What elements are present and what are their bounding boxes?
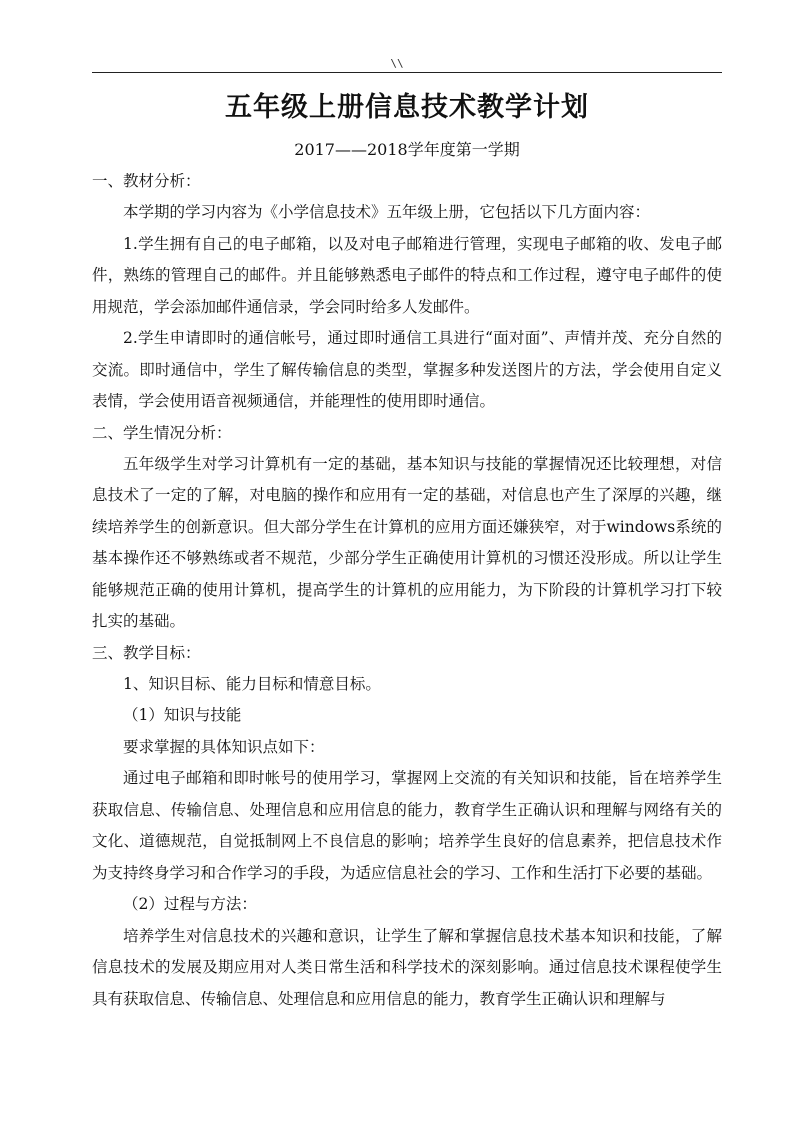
section-heading-students: 二、学生情况分析： (92, 423, 232, 442)
paragraph: 要求掌握的具体知识点如下： (123, 737, 325, 756)
section-heading-goals: 三、教学目标： (92, 643, 201, 662)
header-rule (92, 72, 722, 73)
paragraph: 通过电子邮箱和即时帐号的使用学习，掌握网上交流的有关知识和技能，旨在培养学生获取信息、传输信息、处理信息和应用信息的能力，教育学生正确认识和理解与网络有关的文化、道德规范，自觉抵制网上不良信息的影响；培养学生良好的信息素养，把信息技术作为支持终身学习和合作学习的手段，为适应信息社会的学习、工作和生活打下必要的基础。 (92, 769, 722, 882)
section-heading-materials: 一、教材分析： (92, 172, 201, 190)
paragraph: 培养学生对信息技术的兴趣和意识，让学生了解和掌握信息技术基本知识和技能，了解信息技术的发展及期应用对人类日常生活和科学技术的深刻影响。通过信息技术课程使学生具有获取信息、传输信息、处理信息和应用信息的能力，教育学生正确认识和理解与 (92, 926, 722, 1008)
page-title: 五年级上册信息技术教学计划 (225, 92, 589, 123)
subheading: （2）过程与方法： (123, 895, 257, 913)
list-item: 1、知识目标、能力目标和情意目标。 (123, 674, 381, 693)
paragraph: 1.学生拥有自己的电子邮箱，以及对电子邮箱进行管理，实现电子邮箱的收、发电子邮件，熟练的管理自己的邮件。并且能够熟悉电子邮件的特点和工作过程，遵守电子邮件的使用规范，学会添加邮件通信录，学会同时给多人发邮件。 (92, 234, 722, 316)
page-subtitle: 2017——2018学年度第一学期 (294, 140, 520, 159)
paragraph: 五年级学生对学习计算机有一定的基础，基本知识与技能的掌握情况还比较理想，对信息技术了一定的了解，对电脑的操作和应用有一定的基础，对信息也产生了深厚的兴趣，继续培养学生的创新意识。但大部分学生在计算机的应用方面还嫌狭窄，对于windows系统的基本操作还不够熟练或者不规范，少部分学生正确使用计算机的习惯还没形成。所以让学生能够规范正确的使用计算机，提高学生的计算机的应用能力，为下阶段的计算机学习打下较扎实的基础。 (92, 454, 722, 630)
paragraph: 本学期的学习内容为《小学信息技术》五年级上册，它包括以下几方面内容： (123, 203, 651, 221)
paragraph: 2.学生申请即时的通信帐号，通过即时通信工具进行“面对面”、声情并茂、充分自然的交流。即时通信中，学生了解传输信息的类型，掌握多种发送图片的方法，学会使用自定义表情，学会使用语音视频通信，并能理性的使用即时通信。 (92, 329, 722, 410)
subheading: （1）知识与技能 (123, 706, 242, 724)
header-mark: \\ (390, 57, 404, 70)
document-body (92, 84, 722, 1015)
